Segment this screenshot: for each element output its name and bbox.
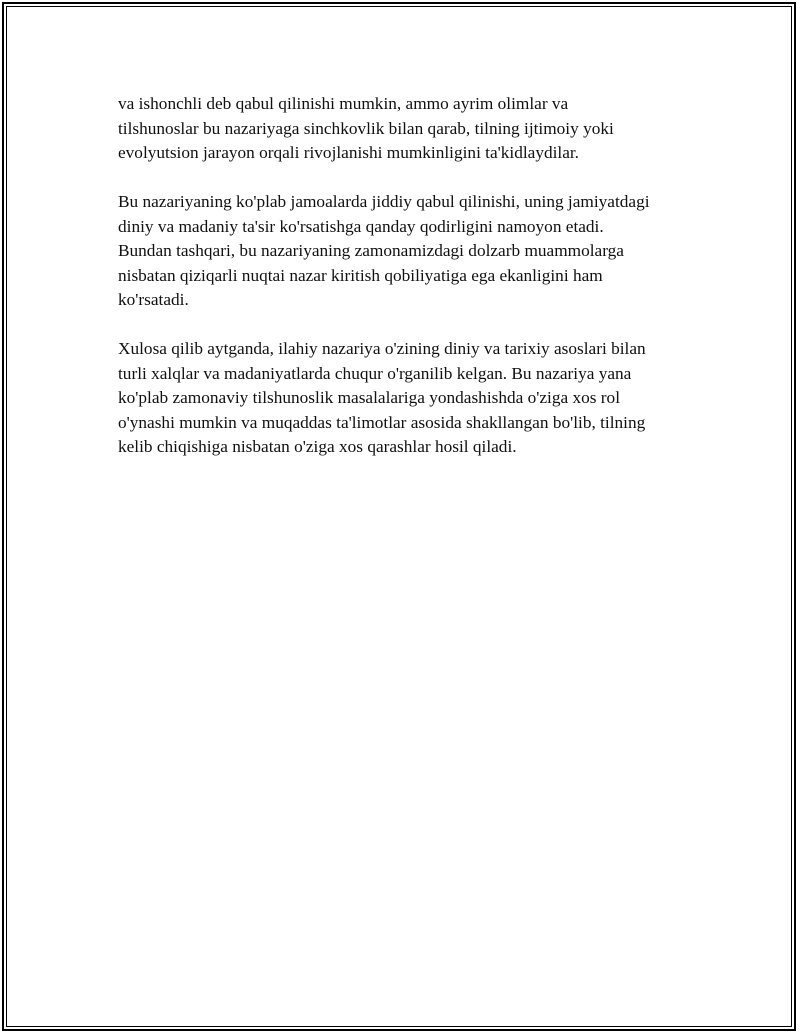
text-line: va ishonchli deb qabul qilinishi mumkin, ammo ayrim olimlar va	[118, 94, 569, 113]
paragraph-1	[118, 92, 708, 166]
text-line: o'ynashi mumkin va muqaddas ta'limotlar asosida shakllangan bo'lib, tilning	[118, 412, 646, 432]
paragraph-2	[118, 190, 708, 313]
text-line: Bu nazariyaning ko'plab jamoalarda jiddiy qabul qilinishi, uning jamiyatdagi	[118, 192, 650, 211]
text-line: nisbatan qiziqarli nuqtai nazar kiritish qobiliyatiga ega ekanligini ham	[118, 265, 603, 285]
text-line: tilshunoslar bu nazariyaga sinchkovlik bilan qarab, tilning ijtimoiy yoki	[118, 118, 614, 138]
document-body	[118, 92, 708, 484]
text-line: Xulosa qilib aytganda, ilahiy nazariya o'zining diniy va tarixiy asoslari bilan	[118, 339, 646, 358]
text-line: ko'plab zamonaviy tilshunoslik masalalariga yondashishda o'ziga xos rol	[118, 388, 621, 407]
text-line: Bundan tashqari, bu nazariyaning zamonamizdagi dolzarb muammolarga	[118, 241, 624, 260]
text-line: diniy va madaniy ta'sir ko'rsatishga qanday qodirligini namoyon etadi.	[118, 216, 604, 236]
text-line: evolyutsion jarayon orqali rivojlanishi mumkinligini ta'kidlaydilar.	[118, 143, 579, 162]
text-line: ko'rsatadi.	[118, 290, 189, 309]
paragraph-3	[118, 337, 708, 460]
text-line: turli xalqlar va madaniyatlarda chuqur o'rganilib kelgan. Bu nazariya yana	[118, 363, 632, 383]
text-line: kelib chiqishiga nisbatan o'ziga xos qarashlar hosil qiladi.	[118, 437, 517, 456]
